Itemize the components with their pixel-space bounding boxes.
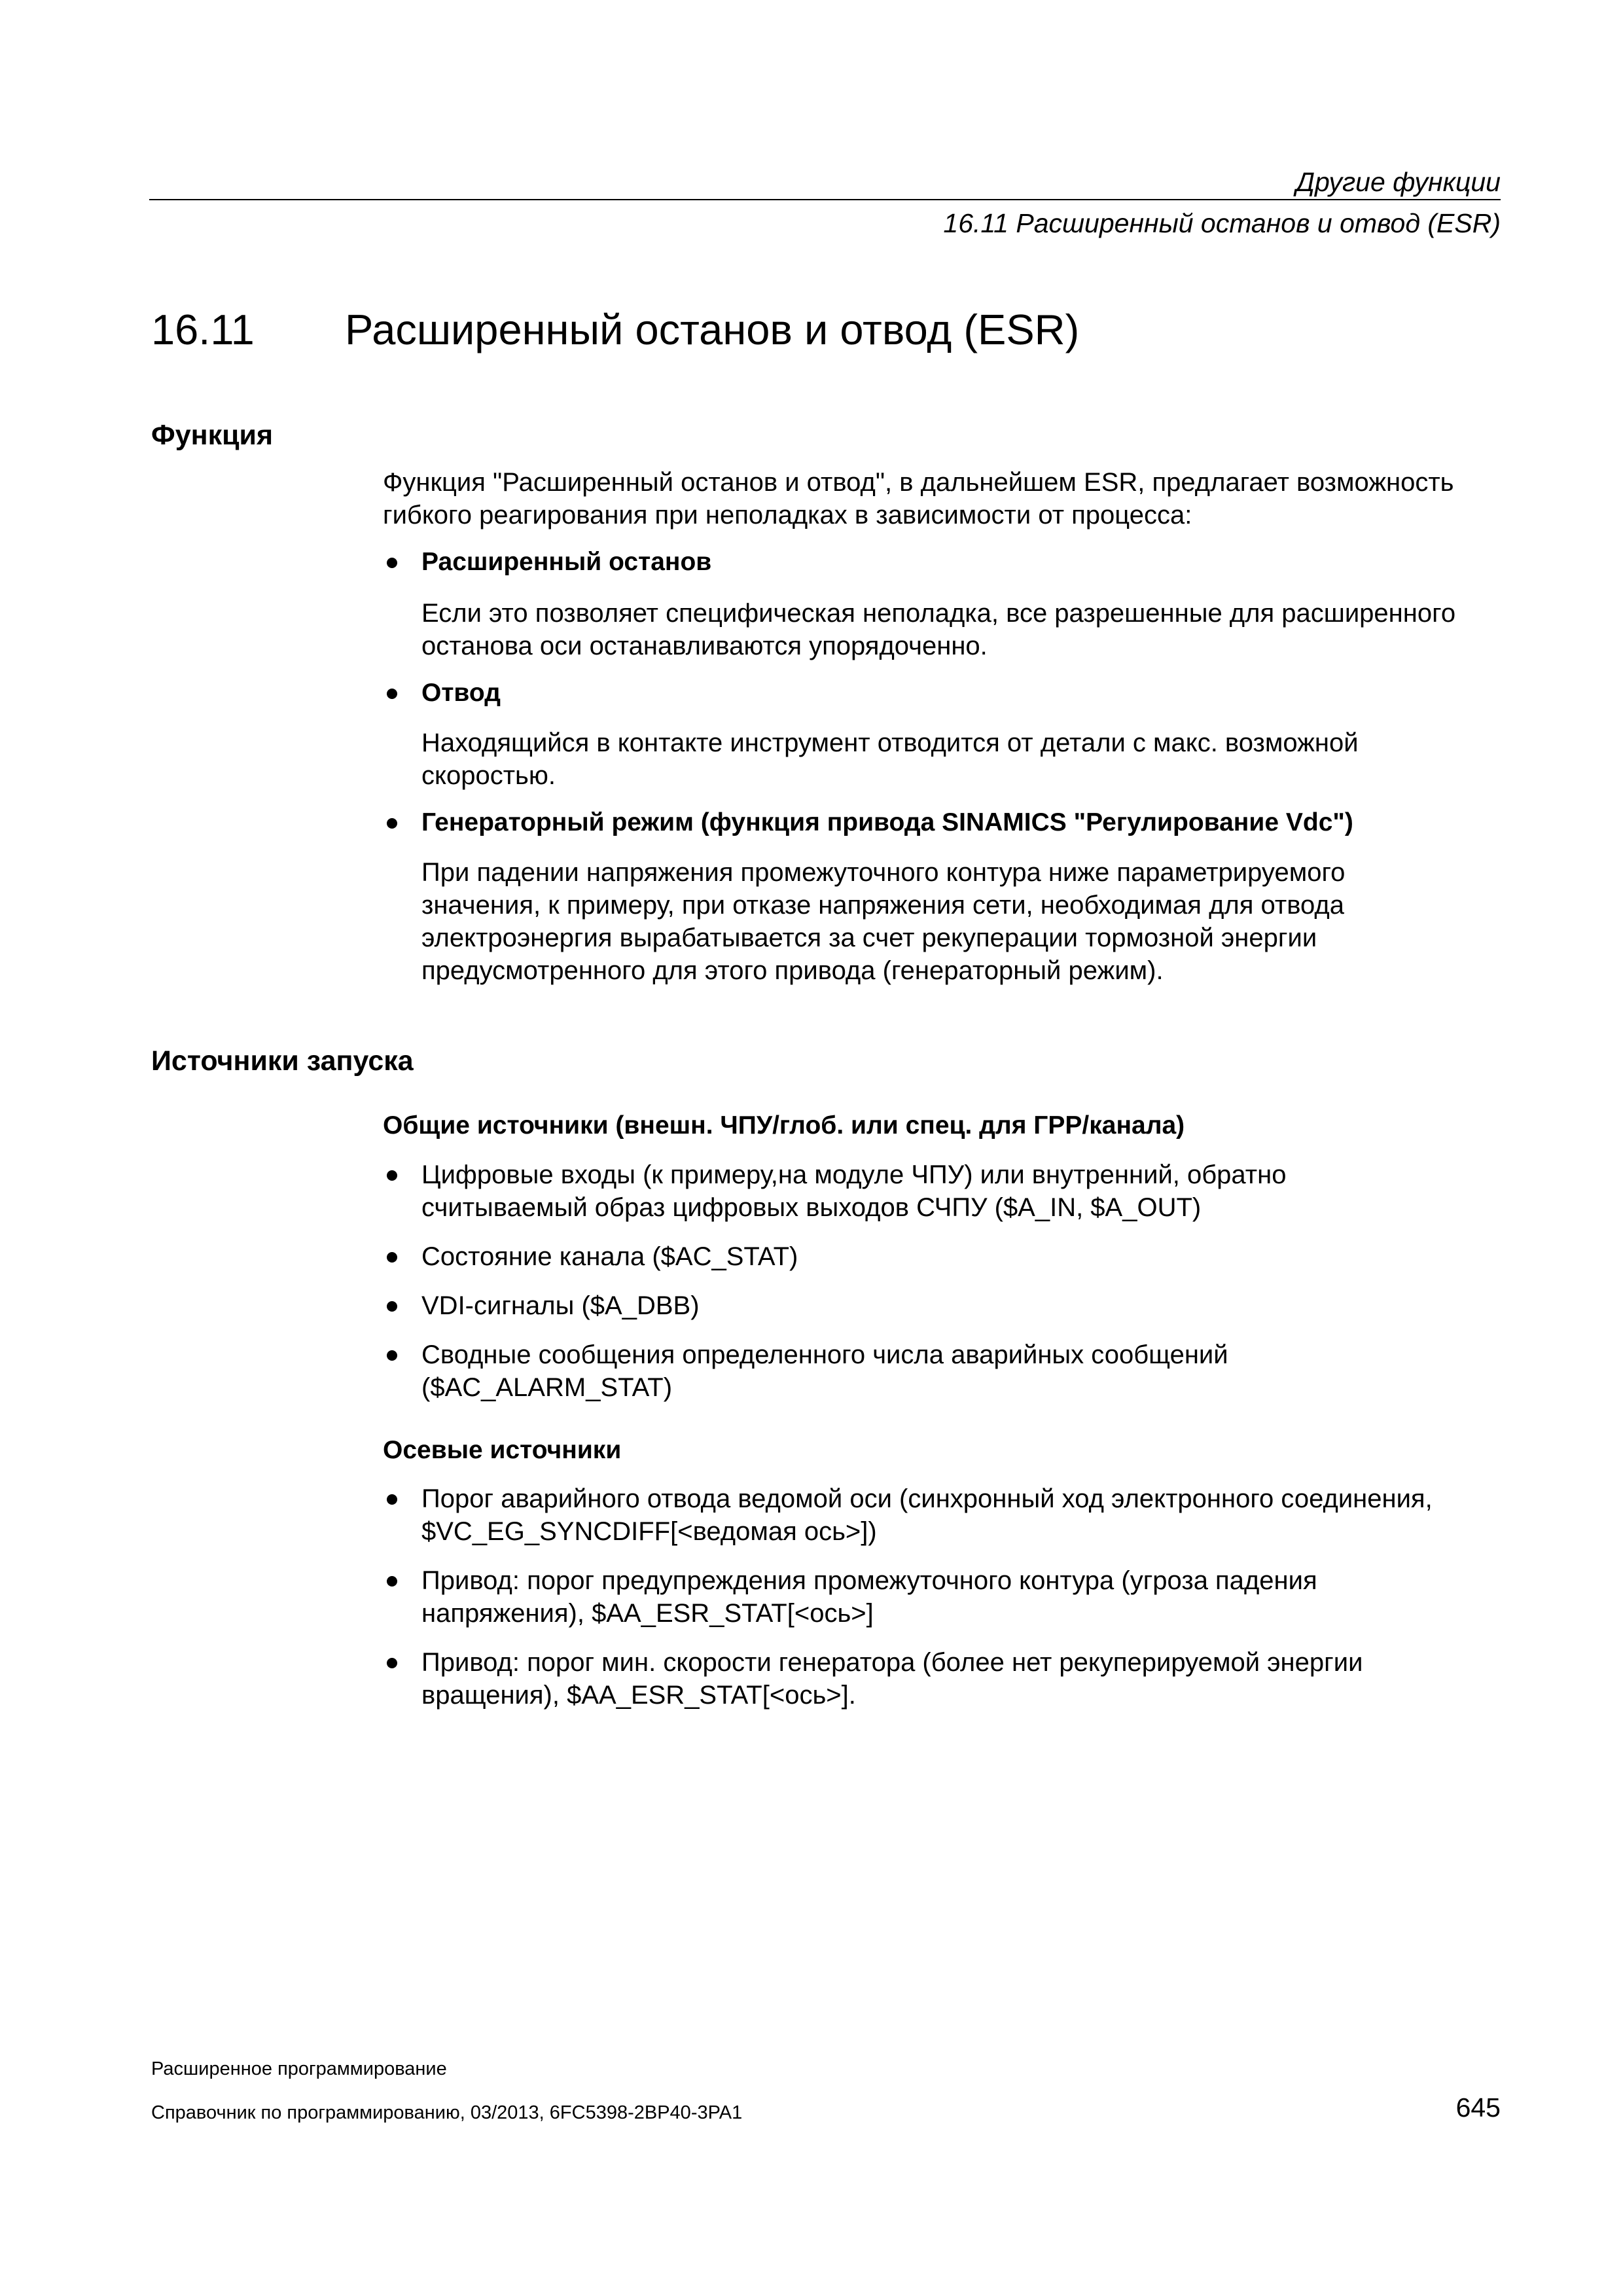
- list-item-line: Порог аварийного отвода ведомой оси (синхронный ход электронного соединения,: [421, 1484, 1433, 1513]
- list-item-line: вращения), $AA_ESR_STAT[<ось>].: [421, 1681, 856, 1710]
- list-item-line: ($AC_ALARM_STAT): [421, 1373, 673, 1402]
- section-title: Расширенный останов и отвод (ESR): [345, 306, 1080, 353]
- function-intro-line: гибкого реагирования при неполадках в зависимости от процесса:: [383, 501, 1192, 529]
- axial-source-item: [421, 1564, 1501, 1630]
- function-intro-line: Функция "Расширенный останов и отвод", в дальнейшем ESR, предлагает возможность: [383, 468, 1454, 497]
- triggers-heading: Источники запуска: [151, 1045, 414, 1077]
- footer-book-title: Расширенное программирование: [151, 2058, 447, 2079]
- general-source-item: [421, 1338, 1501, 1404]
- list-item-line: напряжения), $AA_ESR_STAT[<ось>]: [421, 1599, 874, 1628]
- bullet-marker: [387, 689, 397, 699]
- function-item-text-line: значения, к примеру, при отказе напряжения сети, необходимая для отвода: [421, 891, 1344, 920]
- function-item-text-line: Находящийся в контакте инструмент отводится от детали с макс. возможной: [421, 728, 1359, 757]
- function-item-title: Расширенный останов: [421, 548, 712, 576]
- bullet-marker: [387, 1170, 397, 1181]
- function-intro: [383, 466, 1495, 531]
- running-header-section: Другие функции: [1296, 167, 1501, 197]
- bullet-marker: [387, 1494, 397, 1505]
- bullet-marker: [387, 1252, 397, 1263]
- function-heading: Функция: [151, 420, 274, 451]
- general-source-item: [421, 1158, 1501, 1224]
- function-item-title: Отвод: [421, 679, 501, 707]
- list-item-line: Привод: порог мин. скорости генератора (более нет рекуперируемой энергии: [421, 1648, 1363, 1677]
- general-sources-heading: Общие источники (внешн. ЧПУ/глоб. или спец. для ГРР/канала): [383, 1111, 1185, 1139]
- general-source-item: [421, 1289, 1501, 1322]
- function-item-title: Генераторный режим (функция привода SINAMICS "Регулирование Vdc"): [421, 808, 1353, 836]
- axial-source-item: [421, 1482, 1501, 1548]
- list-item-line: считываемый образ цифровых выходов СЧПУ ($A_IN, $A_OUT): [421, 1193, 1202, 1222]
- axial-source-item: [421, 1646, 1501, 1712]
- footer-manual-info: Справочник по программированию, 03/2013, 6FC5398-2BP40-3PA1: [151, 2102, 743, 2123]
- function-item-text-line: При падении напряжения промежуточного контура ниже параметрируемого: [421, 858, 1346, 887]
- bullet-marker: [387, 818, 397, 829]
- list-item-line: $VC_EG_SYNCDIFF[<ведомая ось>]): [421, 1517, 877, 1546]
- running-header-subsection: 16.11 Расширенный останов и отвод (ESR): [943, 208, 1501, 238]
- list-item-line: VDI-сигналы ($A_DBB): [421, 1291, 700, 1320]
- list-item-line: Состояние канала ($AC_STAT): [421, 1242, 798, 1271]
- list-item-line: Привод: порог предупреждения промежуточного контура (угроза падения: [421, 1566, 1317, 1595]
- header-rule: [149, 199, 1501, 200]
- section-number: 16.11: [151, 306, 255, 353]
- general-source-item: [421, 1240, 1501, 1273]
- bullet-marker: [387, 1576, 397, 1587]
- bullet-marker: [387, 1658, 397, 1668]
- function-item-text-line: останова оси останавливаются упорядоченно.: [421, 632, 988, 660]
- bullet-marker: [387, 1301, 397, 1312]
- bullet-marker: [387, 1350, 397, 1361]
- function-item-text-line: скоростью.: [421, 761, 556, 790]
- list-item-line: Цифровые входы (к примеру,на модуле ЧПУ) или внутренний, обратно: [421, 1160, 1287, 1189]
- function-item-text-line: Если это позволяет специфическая неполадка, все разрешенные для расширенного: [421, 599, 1456, 628]
- function-item-text-line: предусмотренного для этого привода (генераторный режим).: [421, 956, 1164, 985]
- function-item-text-line: электроэнергия вырабатывается за счет рекуперации тормозной энергии: [421, 924, 1317, 952]
- function-item-text: [421, 726, 1501, 792]
- function-item-text: [421, 597, 1501, 662]
- bullet-marker: [387, 558, 397, 568]
- axial-sources-heading: Осевые источники: [383, 1436, 622, 1464]
- function-item-text: [421, 856, 1501, 987]
- page-number: 645: [1455, 2092, 1501, 2123]
- list-item-line: Сводные сообщения определенного числа аварийных сообщений: [421, 1340, 1228, 1369]
